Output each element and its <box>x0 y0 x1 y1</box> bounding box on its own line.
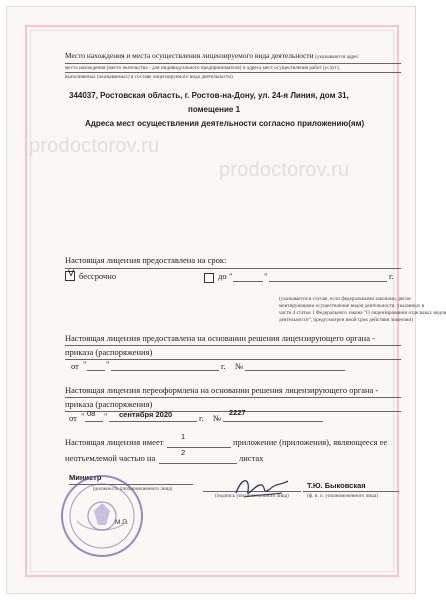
place-hint-line3: выполняемых (оказываемых) в составе лицензируемого вида деятельности) <box>65 74 233 80</box>
signer-position: Министр <box>69 473 102 482</box>
check-mark-icon: V <box>68 268 75 278</box>
license-sheet: Место нахождения и места осуществления лицензируемого вида деятельности (указываются адрес места нахождения (место жительства - для индивидуального предпринимателя) и адреса мест осуществления работ (услуг), выполняемых (оказываемых) в составе лицензируемого вида деятельности) 344037, Ростовская область, г. Ростов-на-Дону, ул. 24-я Линия, дом 31, помещение 1 Адреса мест осуществления деятельности согласно приложению(ям) prodoctorov.ru prodoctorov.ru Настоящая лицензия предоставлена на срок: V бессрочно до " " г. (указывается в случае, если федеральными законами, регла- ментирующими осуществление видов деятельности, указанных в части 4 статьи 1 Федерального закона "О лицензировании отдельных видов деятельности", предусмотрен иной срок действия лицензии) Настоящая лицензия предоставлена на основании решения лицензирующего органа - приказа (распоряжения) от " " г. № Настоящая лицензия переоформлена на основании решения лицензирующего органа - приказа (распоряжения) от " 08 " сентября 2020 г. № 2227 Настоящая лицензия имеет 1 приложение (приложения), являющееся ее неотъемлемой частью на 2 листах Министр (должность уполномоченного лица) (подпись уполномоченного лица) Т.Ю. Быковская (ф. и. о. уполномоченного лица) М.П. <box>6 6 416 594</box>
reissue-number: 2227 <box>229 408 246 417</box>
basis-line2: приказа (распоряжения) <box>65 347 153 357</box>
unlimited-checkbox[interactable] <box>65 268 75 281</box>
until-checkbox[interactable] <box>204 273 214 283</box>
place-hint-line2: места нахождения (место жительства - для индивидуального предпринимателя) и адреса мест осуществления работ (услуг), <box>65 65 340 71</box>
reissue-date: сентября 2020 <box>119 410 173 419</box>
address-line3: Адреса мест осуществления деятельности согласно приложению(ям) <box>85 119 365 128</box>
reissue-line2: приказа (распоряжения) <box>65 399 153 409</box>
watermark-top: prodoctorov.ru <box>29 135 160 157</box>
address-line2: помещение 1 <box>188 105 241 114</box>
annex-count: 1 <box>181 432 186 441</box>
term-note2: ментирующими осуществление видов деятельности, указанных в <box>279 303 425 309</box>
official-seal <box>59 473 145 559</box>
term-note1: (указывается в случае, если федеральными законами, регла- <box>279 296 412 302</box>
until-label: до <box>218 271 227 281</box>
basis-line1: Настоящая лицензия предоставлена на основании решения лицензирующего органа - <box>65 333 375 343</box>
unlimited-label: бессрочно <box>79 271 117 281</box>
term-label: Настоящая лицензия предоставлена на срок: <box>65 255 227 265</box>
annex-sheets: 2 <box>181 448 186 457</box>
watermark-bottom: prodoctorov.ru <box>219 159 350 181</box>
term-note4: деятельности", предусмотрен иной срок действия лицензии) <box>279 317 413 323</box>
reissue-line1: Настоящая лицензия переоформлена на основании решения лицензирующего органа - <box>65 385 379 395</box>
handwritten-signature <box>232 473 292 503</box>
address-line1: 344037, Ростовская область, г. Ростов-на-Дону, ул. 24-я Линия, дом 31, <box>69 91 349 100</box>
signer-name: Т.Ю. Быковская <box>307 481 366 490</box>
place-heading: Место нахождения и места осуществления лицензируемого вида деятельности (указываются адрес <box>65 51 359 60</box>
term-note3: части 4 статьи 1 Федерального закона "О лицензировании отдельных видов <box>279 310 446 316</box>
mp-label: М.П. <box>115 519 129 526</box>
reissue-day: 08 <box>87 409 96 418</box>
